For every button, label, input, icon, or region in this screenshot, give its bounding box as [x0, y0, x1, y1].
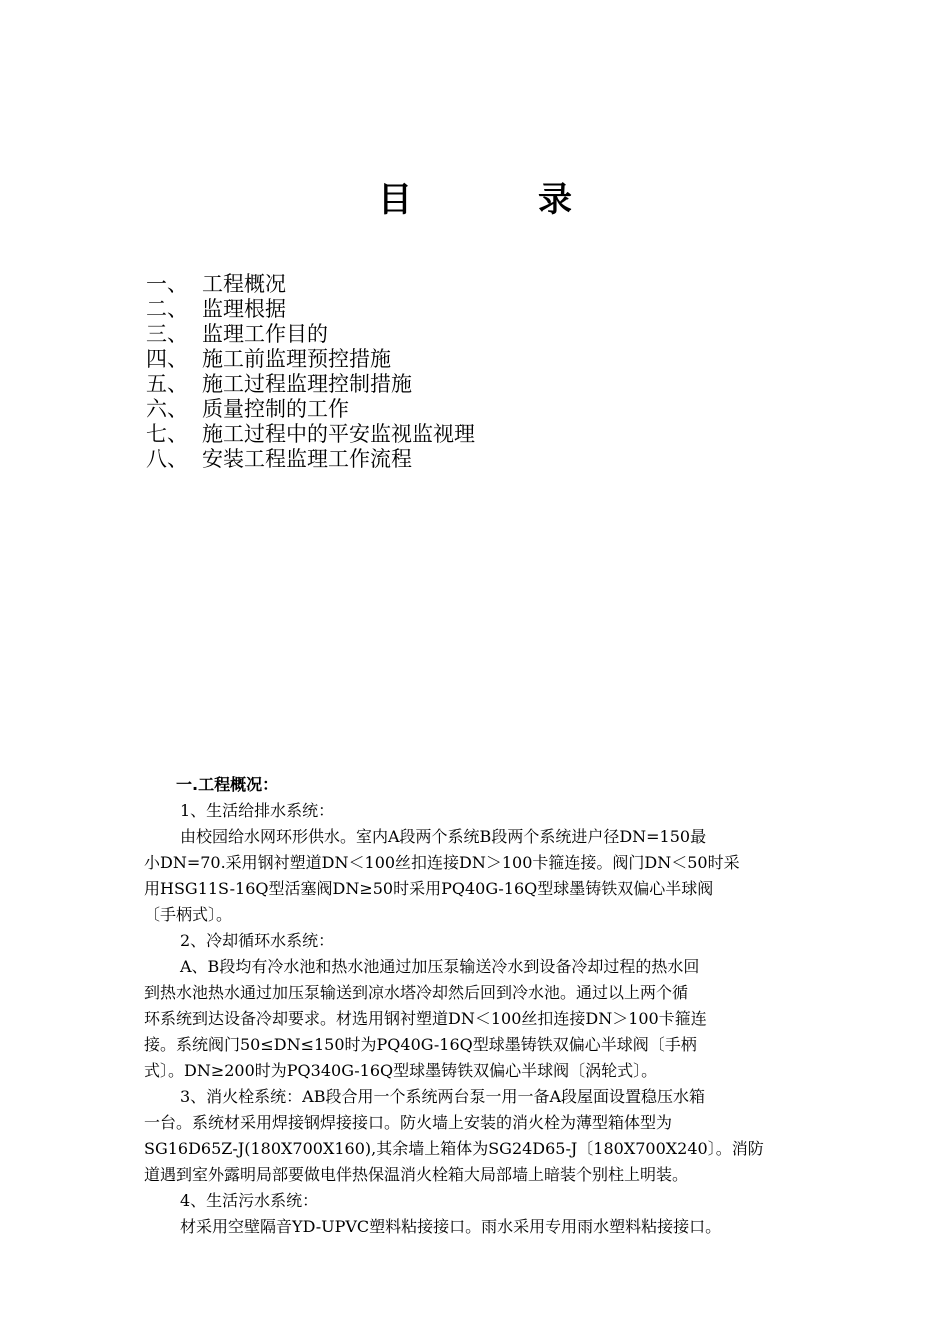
- project-overview-section: [144, 772, 814, 1240]
- toc-item-number: 六、: [146, 397, 188, 421]
- paragraph-line: 道遇到室外露明局部要做电伴热保温消火栓箱大局部墙上暗装个别柱上明装。: [144, 1165, 689, 1184]
- toc-item-label: 施工过程中的平安监视监视理: [202, 422, 475, 446]
- toc-item: [146, 372, 475, 397]
- paragraph-line: 小DN=70.采用钢衬塑道DN＜100丝扣连接DN＞100卡箍连接。阀门DN＜50时采: [144, 853, 740, 872]
- table-of-contents: [146, 272, 475, 472]
- subsection-heading: 3、消火栓系统：AB段合用一个系统两台泵一用一备A段屋面设置稳压水箱: [180, 1087, 706, 1106]
- toc-item-label: 工程概况: [202, 272, 286, 296]
- toc-item: [146, 322, 475, 347]
- page-title: 目 录: [378, 180, 618, 220]
- paragraph-line: 用HSG11S-16Q型活塞阀DN≥50时采用PQ40G-16Q型球墨铸铁双偏心半球阀: [144, 879, 714, 898]
- paragraph-line: 到热水池热水通过加压泵输送到凉水塔冷却然后回到冷水池。通过以上两个循: [144, 983, 689, 1002]
- subsection-heading: 2、冷却循环水系统：: [180, 931, 335, 950]
- section-heading: 一.工程概况：: [176, 775, 279, 794]
- paragraph-line: A、B段均有冷水池和热水池通过加压泵输送冷水到设备冷却过程的热水回: [180, 957, 700, 976]
- toc-item-label: 质量控制的工作: [202, 397, 349, 421]
- toc-item: [146, 272, 475, 297]
- toc-item-number: 一、: [146, 272, 188, 296]
- paragraph: [144, 1110, 814, 1188]
- subsection-heading: 1、生活给排水系统：: [180, 801, 335, 820]
- paragraph-line: 由校园给水网环形供水。室内A段两个系统B段两个系统进户径DN=150最: [180, 827, 707, 846]
- paragraph: [144, 954, 814, 1084]
- paragraph: [144, 824, 814, 928]
- toc-item-label: 监理工作目的: [202, 322, 328, 346]
- paragraph-line: 材采用空壁隔音YD-UPVC塑料粘接接口。雨水采用专用雨水塑料粘接接口。: [180, 1217, 722, 1236]
- toc-item: [146, 297, 475, 322]
- toc-item: [146, 422, 475, 447]
- toc-item-label: 施工过程监理控制措施: [202, 372, 412, 396]
- toc-item-number: 四、: [146, 347, 188, 371]
- toc-item-number: 三、: [146, 322, 188, 346]
- toc-item-number: 二、: [146, 297, 188, 321]
- paragraph-line: 环系统到达设备冷却要求。材选用钢衬塑道DN＜100丝扣连接DN＞100卡箍连: [144, 1009, 707, 1028]
- toc-item: [146, 397, 475, 422]
- toc-item: [146, 447, 475, 472]
- toc-item-number: 八、: [146, 447, 188, 471]
- subsection-heading: 4、生活污水系统：: [180, 1191, 319, 1210]
- paragraph-line: 接。系统阀门50≤DN≤150时为PQ40G-16Q型球墨铸铁双偏心半球阀〔手柄: [144, 1035, 697, 1054]
- paragraph: [144, 1214, 814, 1240]
- paragraph-line: 式〕。DN≥200时为PQ340G-16Q型球墨铸铁双偏心半球阀〔涡轮式〕。: [144, 1061, 658, 1080]
- toc-item-label: 监理根据: [202, 297, 286, 321]
- toc-item-label: 施工前监理预控措施: [202, 347, 391, 371]
- toc-item: [146, 347, 475, 372]
- paragraph-line: SG16D65Z-J(180X700X160),其余墙上箱体为SG24D65-J〔180X700X240〕。消防: [144, 1139, 764, 1158]
- paragraph-line: 一台。系统材采用焊接钢焊接接口。防火墙上安装的消火栓为薄型箱体型为: [144, 1113, 673, 1132]
- toc-item-label: 安装工程监理工作流程: [202, 447, 412, 471]
- paragraph-line: 〔手柄式〕。: [144, 905, 233, 924]
- toc-item-number: 七、: [146, 422, 188, 446]
- toc-item-number: 五、: [146, 372, 188, 396]
